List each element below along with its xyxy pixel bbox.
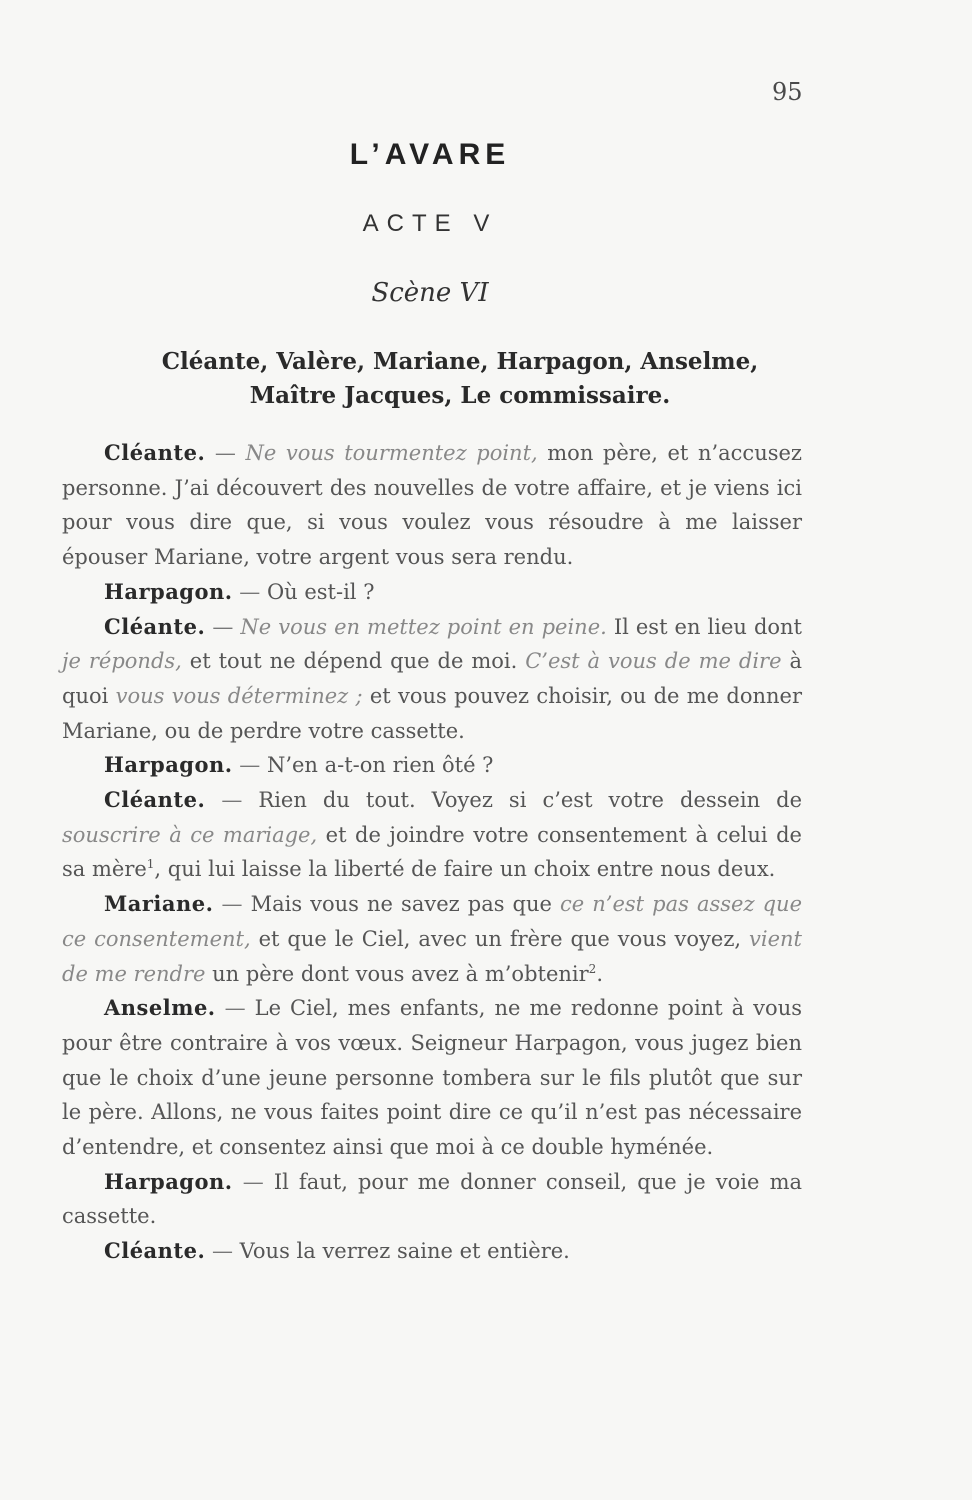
speech-text: , qui lui laisse la liberté de faire un choix entre nous deux. bbox=[154, 857, 776, 882]
speech-dash: — bbox=[205, 614, 241, 639]
speech-text: à quoi bbox=[62, 649, 802, 708]
speaker-name: Cléante. bbox=[104, 1238, 206, 1264]
italic-text: vous vous déterminez ; bbox=[115, 683, 363, 708]
replique bbox=[62, 783, 802, 887]
replique bbox=[62, 748, 802, 783]
speaker-name: Harpagon. bbox=[104, 578, 233, 604]
speech-text: et de joindre votre consentement à celui de sa mère bbox=[62, 822, 802, 882]
italic-text: je réponds, bbox=[62, 649, 182, 674]
speech-dash: — bbox=[232, 1169, 274, 1194]
dialogue-block bbox=[62, 436, 802, 1269]
speech-text: . bbox=[596, 961, 603, 986]
speech-dash: — bbox=[213, 892, 251, 917]
speech-text: mon père, et n’accusez personne. J’ai découvert des nouvelles de votre affaire, et je viens ici pour vous dire que, si vous voulez vous résoudre à me laisser épouser Mariane, votre argent vous sera rendu. bbox=[62, 441, 802, 570]
replique bbox=[62, 991, 802, 1165]
italic-text: C’est à vous de me dire bbox=[525, 649, 782, 674]
replique bbox=[62, 887, 802, 991]
italic-text: vient de me rendre bbox=[62, 926, 802, 986]
speech-text: Il est en lieu dont bbox=[606, 614, 803, 639]
speech-text: N’en a-t-on rien ôté ? bbox=[266, 753, 494, 778]
act-heading: ACTE V bbox=[362, 210, 498, 237]
speaker-name: Harpagon. bbox=[104, 1168, 233, 1194]
speech-text: Où est-il ? bbox=[266, 579, 375, 604]
speech-text: et tout ne dépend que de moi. bbox=[181, 649, 526, 674]
character-list bbox=[110, 345, 810, 413]
footnote-marker: 2 bbox=[588, 961, 597, 976]
italic-text: souscrire à ce mariage, bbox=[62, 822, 318, 847]
replique bbox=[62, 1165, 802, 1234]
speech-text: Il faut, pour me donner conseil, que je voie ma cassette. bbox=[62, 1169, 802, 1229]
page-number: 95 bbox=[772, 78, 803, 106]
speaker-name: Cléante. bbox=[104, 787, 206, 813]
replique bbox=[62, 436, 802, 575]
speech-dash: — bbox=[215, 996, 255, 1021]
speaker-name: Cléante. bbox=[104, 613, 206, 639]
speech-dash: — bbox=[205, 788, 259, 813]
speech-text: et que le Ciel, avec un frère que vous voyez, bbox=[250, 926, 750, 951]
scene-heading: Scène VI bbox=[371, 278, 489, 308]
italic-text: Ne vous en mettez point en peine. bbox=[240, 614, 607, 639]
speaker-name: Anselme. bbox=[104, 995, 216, 1021]
italic-text: ce n’est pas assez que ce consentement, bbox=[62, 892, 802, 951]
speaker-name: Cléante. bbox=[104, 440, 206, 465]
speech-text: Vous la verrez saine et entière. bbox=[239, 1239, 570, 1264]
speech-dash: — bbox=[205, 441, 246, 465]
character-list-line: Cléante, Valère, Mariane, Harpagon, Anselme, bbox=[161, 348, 759, 375]
speaker-name: Mariane. bbox=[104, 891, 214, 917]
speech-text: Le Ciel, mes enfants, ne me redonne point à vous pour être contraire à vos vœux. Seigneur Harpagon, vous jugez bien que le choix d’une jeune personne tombera sur le fils plutôt que sur le père. Allons, ne vous faites point dire ce qu’il n’est pas nécessaire d’entendre, et consentez ainsi que moi à ce double hyménée. bbox=[62, 996, 802, 1160]
character-list-line: Maître Jacques, Le commissaire. bbox=[249, 382, 671, 409]
replique bbox=[62, 575, 802, 610]
footnote-marker: 1 bbox=[146, 857, 155, 872]
play-title: L’AVARE bbox=[349, 138, 511, 171]
italic-text: Ne vous tourmentez point, bbox=[245, 441, 538, 465]
replique bbox=[62, 610, 802, 749]
speech-text: un père dont vous avez à m’obtenir bbox=[205, 961, 589, 986]
replique bbox=[62, 1234, 802, 1269]
speech-text: et vous pouvez choisir, ou de me donner Mariane, ou de perdre votre cassette. bbox=[62, 683, 802, 743]
speech-dash: — bbox=[232, 753, 267, 778]
speech-dash: — bbox=[205, 1239, 240, 1264]
speech-dash: — bbox=[232, 579, 267, 604]
speech-text: Mais vous ne savez pas que bbox=[250, 892, 561, 917]
speech-text: Rien du tout. Voyez si c’est votre dessein de bbox=[258, 788, 802, 813]
speaker-name: Harpagon. bbox=[104, 752, 233, 778]
